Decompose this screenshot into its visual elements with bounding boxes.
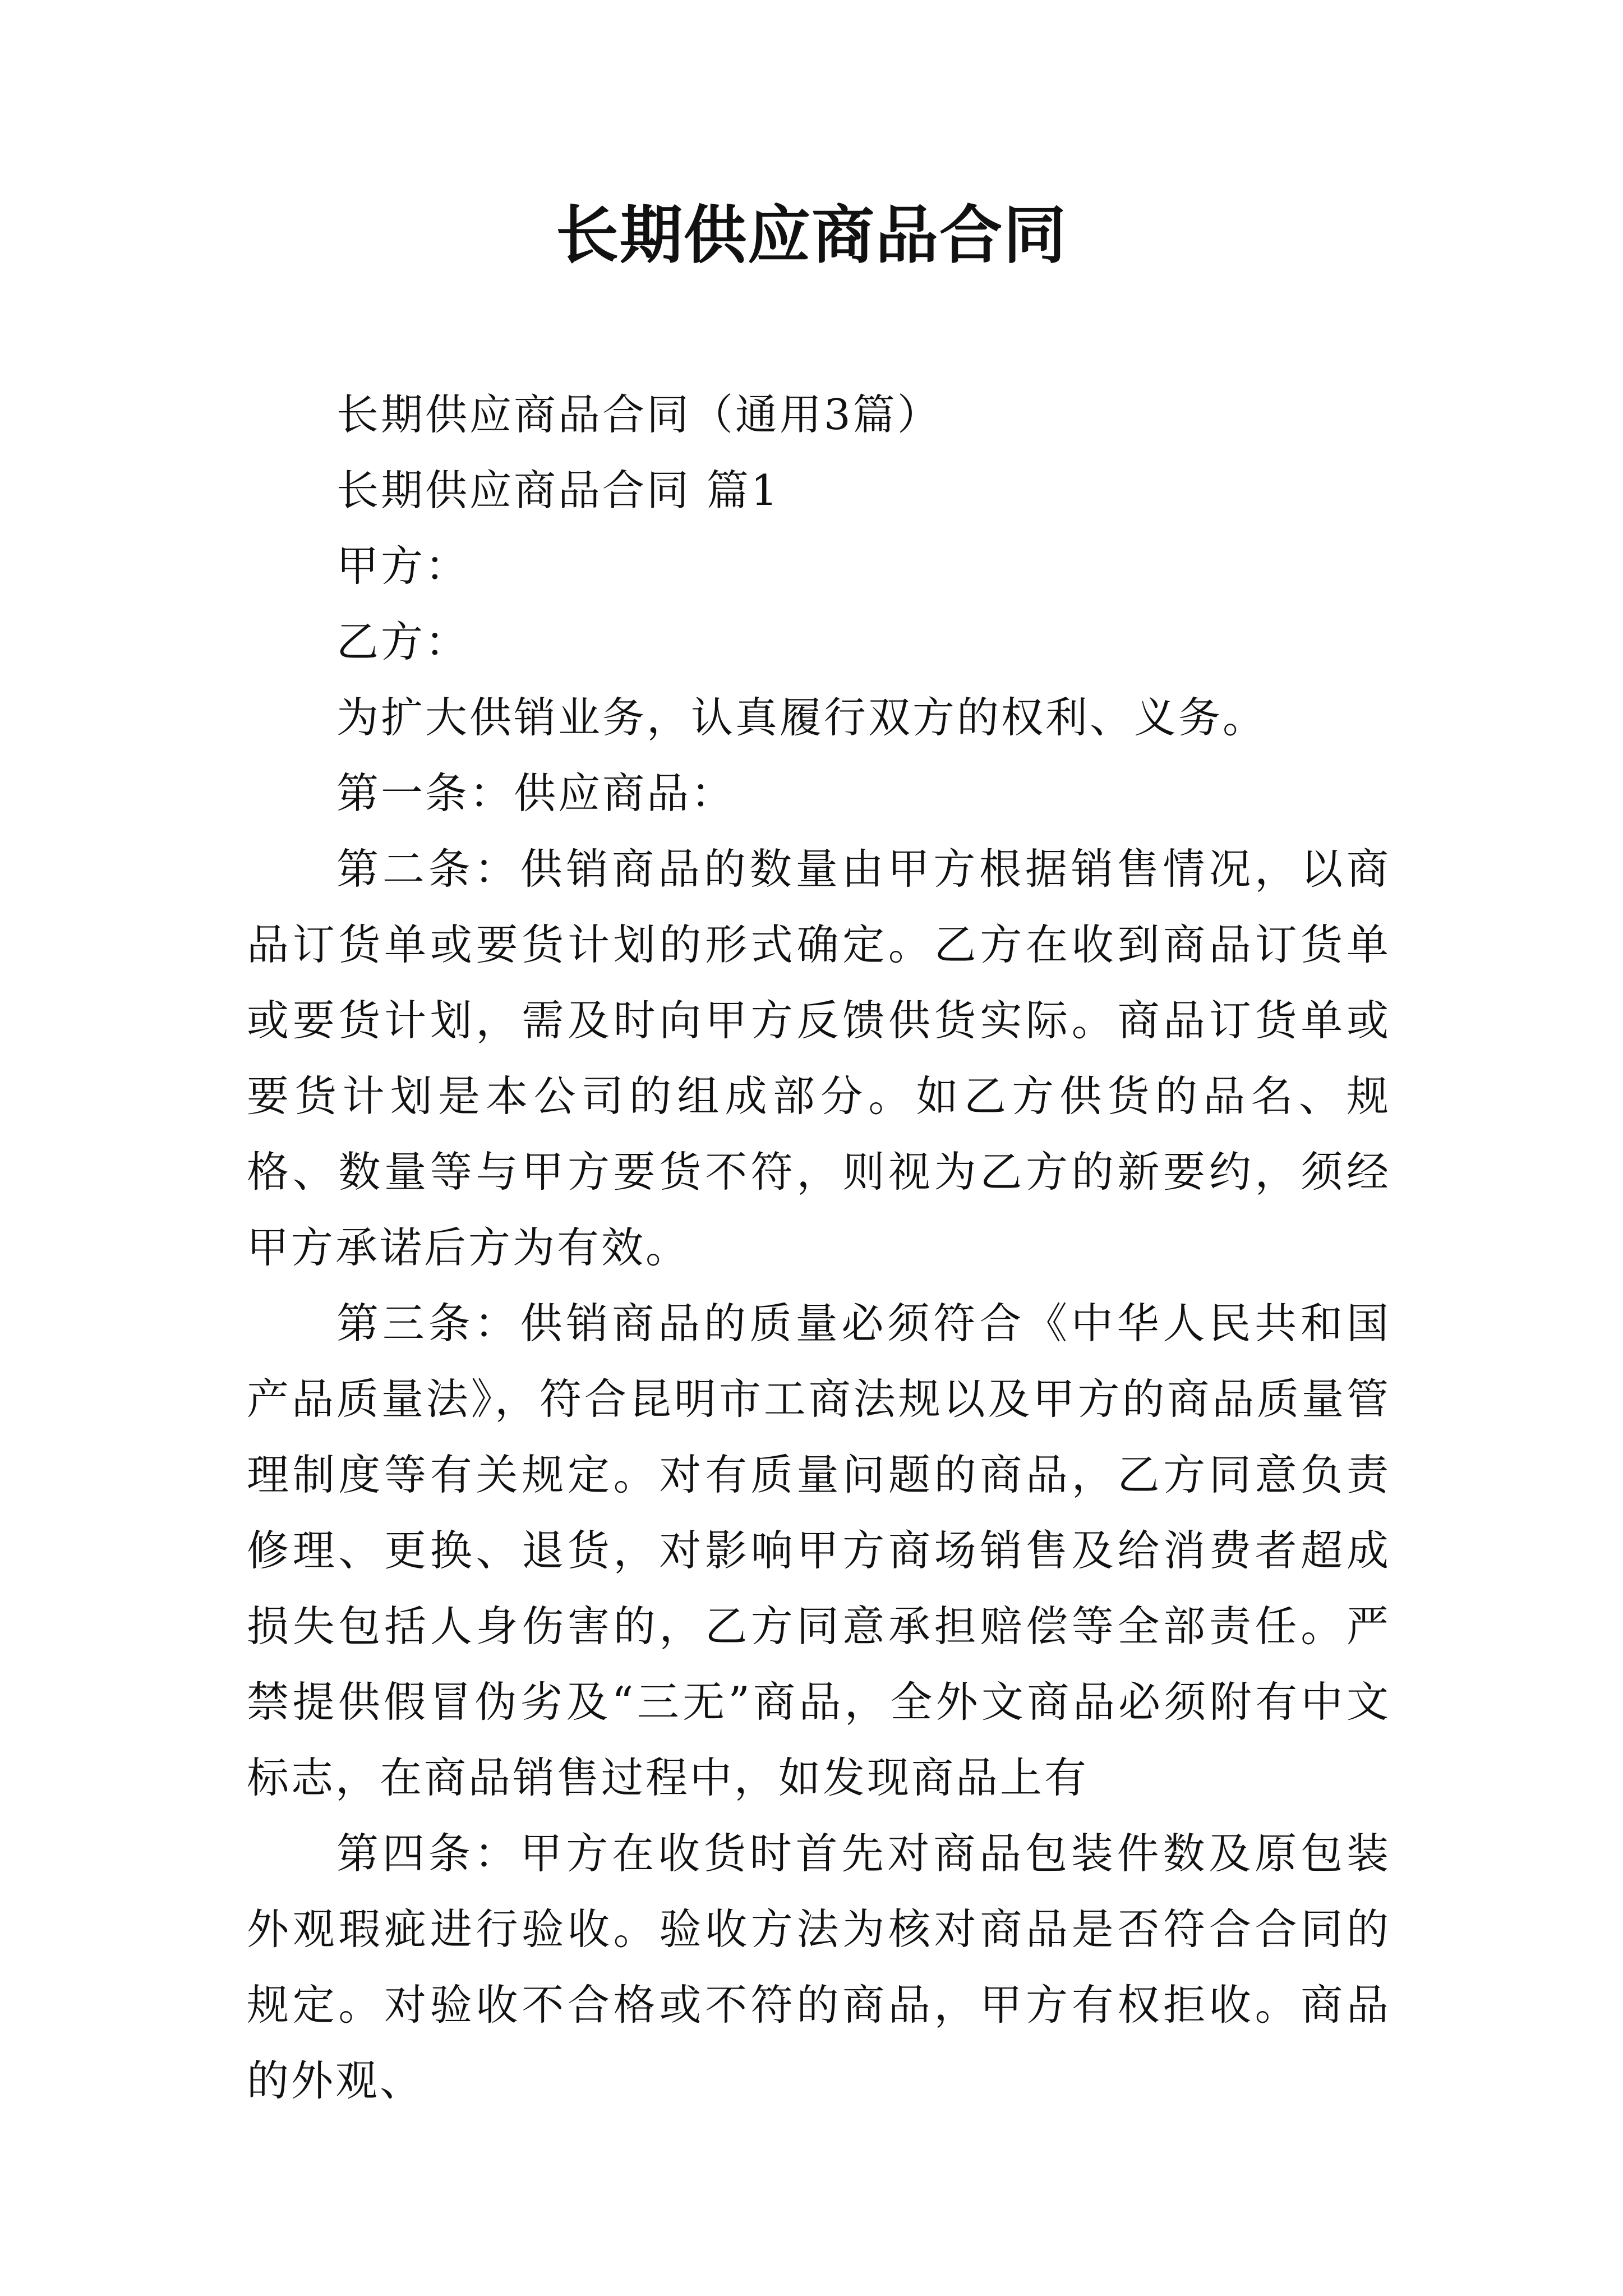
document-title: 长期供应商品合同 <box>556 199 1067 272</box>
article-1-paragraph: 第一条：供应商品： <box>336 769 736 818</box>
party-b-line: 乙方： <box>336 617 470 666</box>
article-4-paragraph: 第四条：甲方在收货时首先对商品包装件数及原包装外观瑕疵进行验收。验收方法为核对商品是否符合合同的规定。对验收不合格或不符的商品，甲方有权拒收。商品的外观、 <box>247 1829 1391 2105</box>
party-a-line: 甲方： <box>336 541 470 591</box>
article-3-paragraph: 第三条：供销商品的质量必须符合《中华人民共和国产品质量法》，符合昆明市工商法规以及甲方的商品质量管理制度等有关规定。对有质量问题的商品，乙方同意负责修理、更换、退货，对影响甲方商场销售及给消费者超成损失包括人身伤害的，乙方同意承担赔偿等全部责任。严禁提供假冒伪劣及“三无”商品，全外文商品必须附有中文标志，在商品销售过程中，如发现商品上有 <box>247 1299 1391 1802</box>
article-2-paragraph: 第二条：供销商品的数量由甲方根据销售情况，以商品订货单或要货计划的形式确定。乙方在收到商品订货单或要货计划，需及时向甲方反馈供货实际。商品订货单或要货计划是本公司的组成部分。如乙方供货的品名、规格、数量等与甲方要货不符，则视为乙方的新要约，须经甲方承诺后方为有效。 <box>247 844 1391 1272</box>
subtitle-paragraph: 长期供应商品合同（通用3篇） <box>336 390 942 439</box>
section-heading: 长期供应商品合同 篇1 <box>336 466 780 515</box>
document-body <box>247 377 1391 2119</box>
preamble-paragraph: 为扩大供销业务，认真履行双方的权利、义务。 <box>336 693 1267 742</box>
